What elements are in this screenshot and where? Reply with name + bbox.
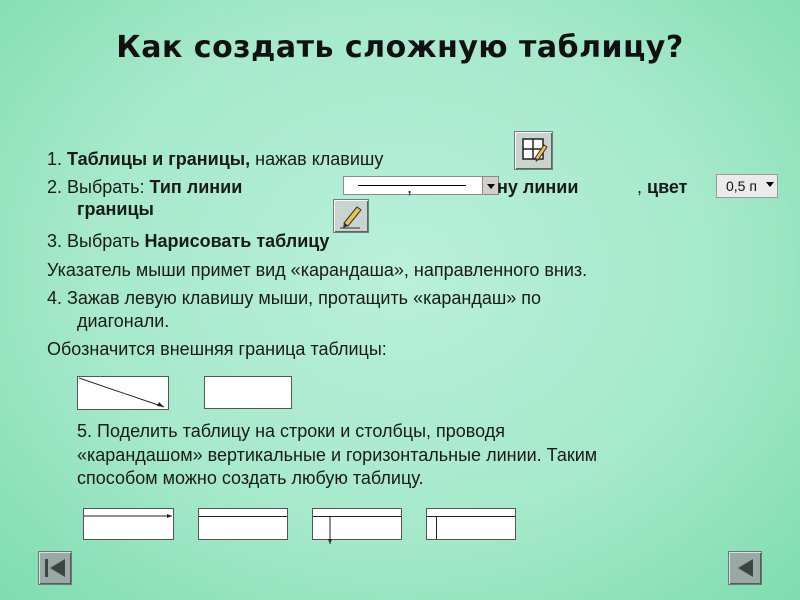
step-3	[47, 230, 329, 252]
step-4-line1: 4. Зажав левую клавишу мыши, протащить «карандаш» по	[47, 288, 542, 308]
step-2-line-type: Тип линии	[149, 177, 243, 197]
nav-back-button[interactable]	[38, 551, 72, 585]
step-2	[47, 176, 242, 198]
step-2-color-label: цвет	[647, 177, 688, 197]
line-width-dropdown[interactable]	[716, 174, 778, 198]
column-line	[436, 516, 437, 539]
step-2-prefix: 2. Выбрать:	[47, 177, 150, 197]
step-3-draw-table: Нарисовать таблицу	[144, 231, 330, 251]
line-style-dropdown[interactable]	[343, 176, 499, 195]
step-2-width	[497, 176, 578, 198]
step-5-line3: способом можно создать любую таблицу.	[77, 468, 424, 488]
row-line	[199, 516, 287, 517]
step-2-continued	[407, 176, 412, 198]
slide-title: Как создать сложную таблицу?	[116, 30, 684, 65]
return-icon	[729, 552, 761, 584]
table-column-result	[426, 508, 516, 540]
tables-and-borders-glyph	[515, 132, 552, 169]
step-2-line-width: ну линии	[497, 177, 579, 197]
horizontal-arrow	[84, 509, 173, 539]
row-line	[427, 516, 515, 517]
line-width-value: 0,5 п	[726, 178, 757, 194]
vertical-arrow	[313, 509, 401, 545]
step-5-line2: «карандашом» вертикальные и горизонтальные линии. Таким	[77, 445, 598, 465]
step-2-line2	[47, 198, 154, 220]
nav-return-button[interactable]	[728, 551, 762, 585]
pencil-icon[interactable]	[333, 199, 369, 233]
step-4-line2: диагонали.	[77, 311, 170, 331]
step-1-bold: Таблицы и границы,	[67, 149, 251, 169]
back-icon	[39, 552, 71, 584]
pointer-text: Указатель мыши примет вид «карандаша», направленного вниз.	[47, 260, 588, 280]
step-1-prefix: 1.	[47, 149, 68, 169]
step-2-color	[637, 176, 688, 198]
table-row-drawing	[83, 508, 174, 540]
pencil-glyph	[334, 200, 368, 232]
table-outline-result	[204, 376, 292, 409]
tables-and-borders-icon[interactable]	[514, 131, 553, 170]
step-2-mid: ,	[407, 177, 413, 197]
step-3-prefix: 3. Выбрать	[47, 231, 145, 251]
step-5-line1: 5. Поделить таблицу на строки и столбцы, проводя	[77, 421, 506, 441]
diagonal-arrow	[78, 377, 168, 409]
table-outline-drawing	[77, 376, 169, 410]
table-row-result	[198, 508, 288, 540]
outline-text: Обозначится внешняя граница таблицы:	[47, 339, 387, 359]
step-1	[47, 148, 383, 170]
step-1-rest: нажав клавишу	[250, 149, 384, 169]
step-2-sep: ,	[637, 177, 648, 197]
table-column-drawing	[312, 508, 402, 540]
chevron-down-icon[interactable]	[482, 177, 498, 194]
step-2-border: границы	[77, 199, 154, 219]
chevron-down-icon[interactable]	[762, 175, 777, 197]
